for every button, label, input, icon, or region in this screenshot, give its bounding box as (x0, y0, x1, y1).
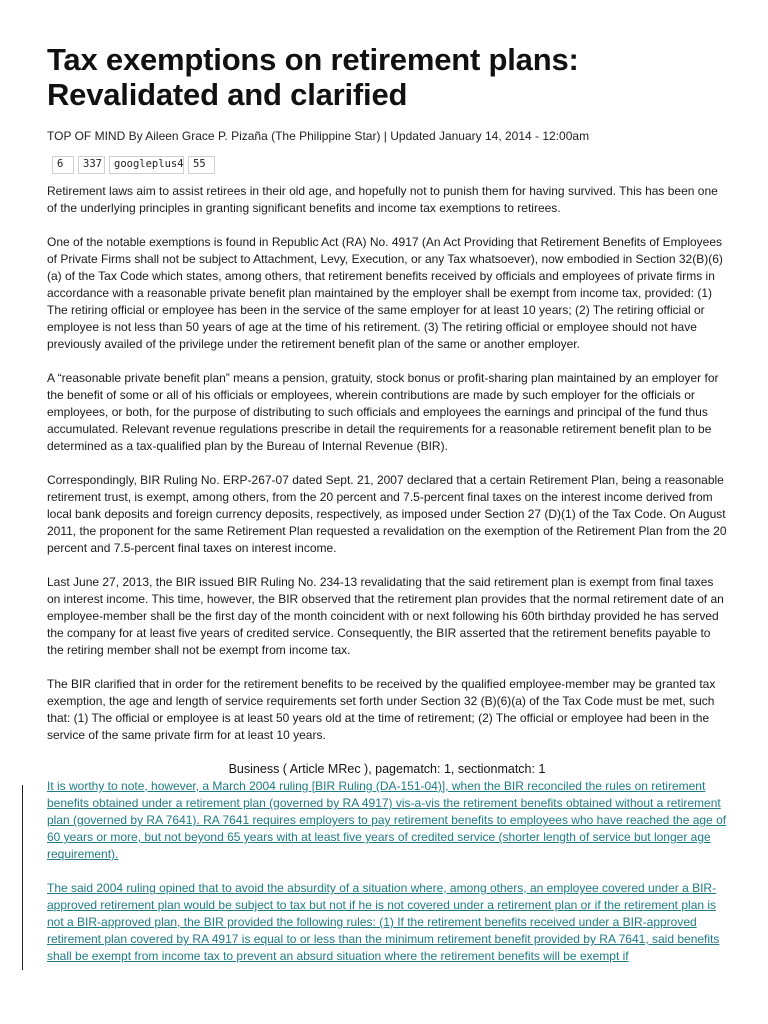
section-note: Business ( Article MRec ), pagematch: 1, sectionmatch: 1 (228, 762, 546, 776)
share-count-googleplus[interactable]: googleplus4 (109, 156, 184, 174)
article-body (47, 183, 727, 744)
share-counters (52, 156, 727, 174)
title-line-2: Revalidated and clarified (47, 77, 408, 112)
article-title (47, 42, 727, 112)
paragraph: One of the notable exemptions is found in Republic Act (RA) No. 4917 (An Act Providing that Retirement Benefits of Employees of Private Firms shall not be subject to Attachment, Levy, Execution, or any Tax whatsoever), now embodied in Section 32(B)(6)(a) of the Tax Code which states, among others, that retirement benefits received by officials and employees of private firms in accordance with a reasonable private benefit plan maintained by the employer shall be exempt from income tax, provided: (1) The retiring official or employee has been in the service of the same employer for at least 10 years; (2) The retiring official or employee is not less than 50 years of age at the time of his retirement. (3) The retiring official or employee should not have previously availed of the privilege under the retirement benefit plan of the same or another employer. (47, 235, 723, 351)
article (47, 42, 727, 982)
linked-paragraph[interactable]: The said 2004 ruling opined that to avoid the absurdity of a situation where, among others, an employee covered under a BIR-approved retirement plan would be subject to tax but not if he is not covered under a retirement plan or if the retirement plan is not a BIR-approved plan, the BIR provided the following rules: (1) If the retirement benefits received under a BIR-approved retirement plan covered by RA 4917 is equal to or less than the minimum retirement benefit provided by RA 7641, said benefits shall be exempt from income tax to prevent an absurd situation where the retirement benefits will be exempt if (47, 881, 720, 963)
share-count-facebook[interactable]: 6 (52, 156, 74, 174)
change-bar (22, 785, 23, 970)
paragraph: Correspondingly, BIR Ruling No. ERP-267-07 dated Sept. 21, 2007 declared that a certain Retirement Plan, being a reasonable retirement trust, is exempt, among others, from the 20 percent and 7.5-percent final taxes on the interest income derived from local bank deposits and foreign currency deposits, respectively, as imposed under Section 27 (D)(1) of the Tax Code. On August 2011, the proponent for the same Retirement Plan requested a revalidation on the exemption of the Retirement Plan from the 20 percent and 7.5-percent final taxes on interest income. (47, 473, 727, 555)
linked-paragraph[interactable]: It is worthy to note, however, a March 2004 ruling [BIR Ruling (DA-151-04)], when the BIR reconciled the rules on retirement benefits obtained under a retirement plan (governed by RA 4917) vis-a-vis the retirement benefits obtained without a retirement plan (governed by RA 7641). RA 7641 requires employers to pay retirement benefits to employees who have reached the age of 60 years or more, but not beyond 65 years with at least five years of credited service (shorter length of service but longer age requirement). (47, 779, 727, 861)
title-line-1: Tax exemptions on retirement plans: (47, 42, 579, 77)
linked-section (47, 778, 727, 965)
paragraph: The BIR clarified that in order for the retirement benefits to be received by the qualified employee-member may be granted tax exemption, the age and length of service requirements set forth under Section 32 (B)(6)(a) of the Tax Code must be met, such that: (1) The official or employee is at least 50 years old at the time of retirement; (2) The official or employee had been in the service of the same private firm for at least 10 years. (47, 677, 716, 742)
share-count-twitter[interactable]: 337 (78, 156, 105, 174)
paragraph: Retirement laws aim to assist retirees in their old age, and hopefully not to punish them for having survived. This has been one of the underlying principles in granting significant benefits and income tax exemptions to retirees. (47, 184, 718, 215)
paragraph: Last June 27, 2013, the BIR issued BIR Ruling No. 234-13 revalidating that the said retirement plan is exempt from final taxes on interest income. This time, however, the BIR observed that the retirement plan provides that the normal retirement date of an employee-member shall be the first day of the month coincident with or next following his 60th birthday provided he has served the company for at least five years of credited service. Consequently, the BIR asserted that the retirement benefits payable to the retiring member shall not be exempt from income tax. (47, 575, 724, 657)
byline: TOP OF MIND By Aileen Grace P. Pizaña (The Philippine Star) | Updated January 14, 2014 - 12:00am (47, 129, 590, 143)
share-count-other[interactable]: 55 (188, 156, 215, 174)
paragraph: A “reasonable private benefit plan” means a pension, gratuity, stock bonus or profit-sharing plan maintained by an employer for the benefit of some or all of his officials or employees, wherein contributions are made by such employer for the officials or employees, or both, for the purpose of distributing to such officials and employees the earnings and principal of the fund thus accumulated. Relevant revenue regulations prescribe in detail the requirements for a reasonable retirement benefit plan to be determined as a tax-qualified plan by the Bureau of Internal Revenue (BIR). (47, 371, 719, 453)
